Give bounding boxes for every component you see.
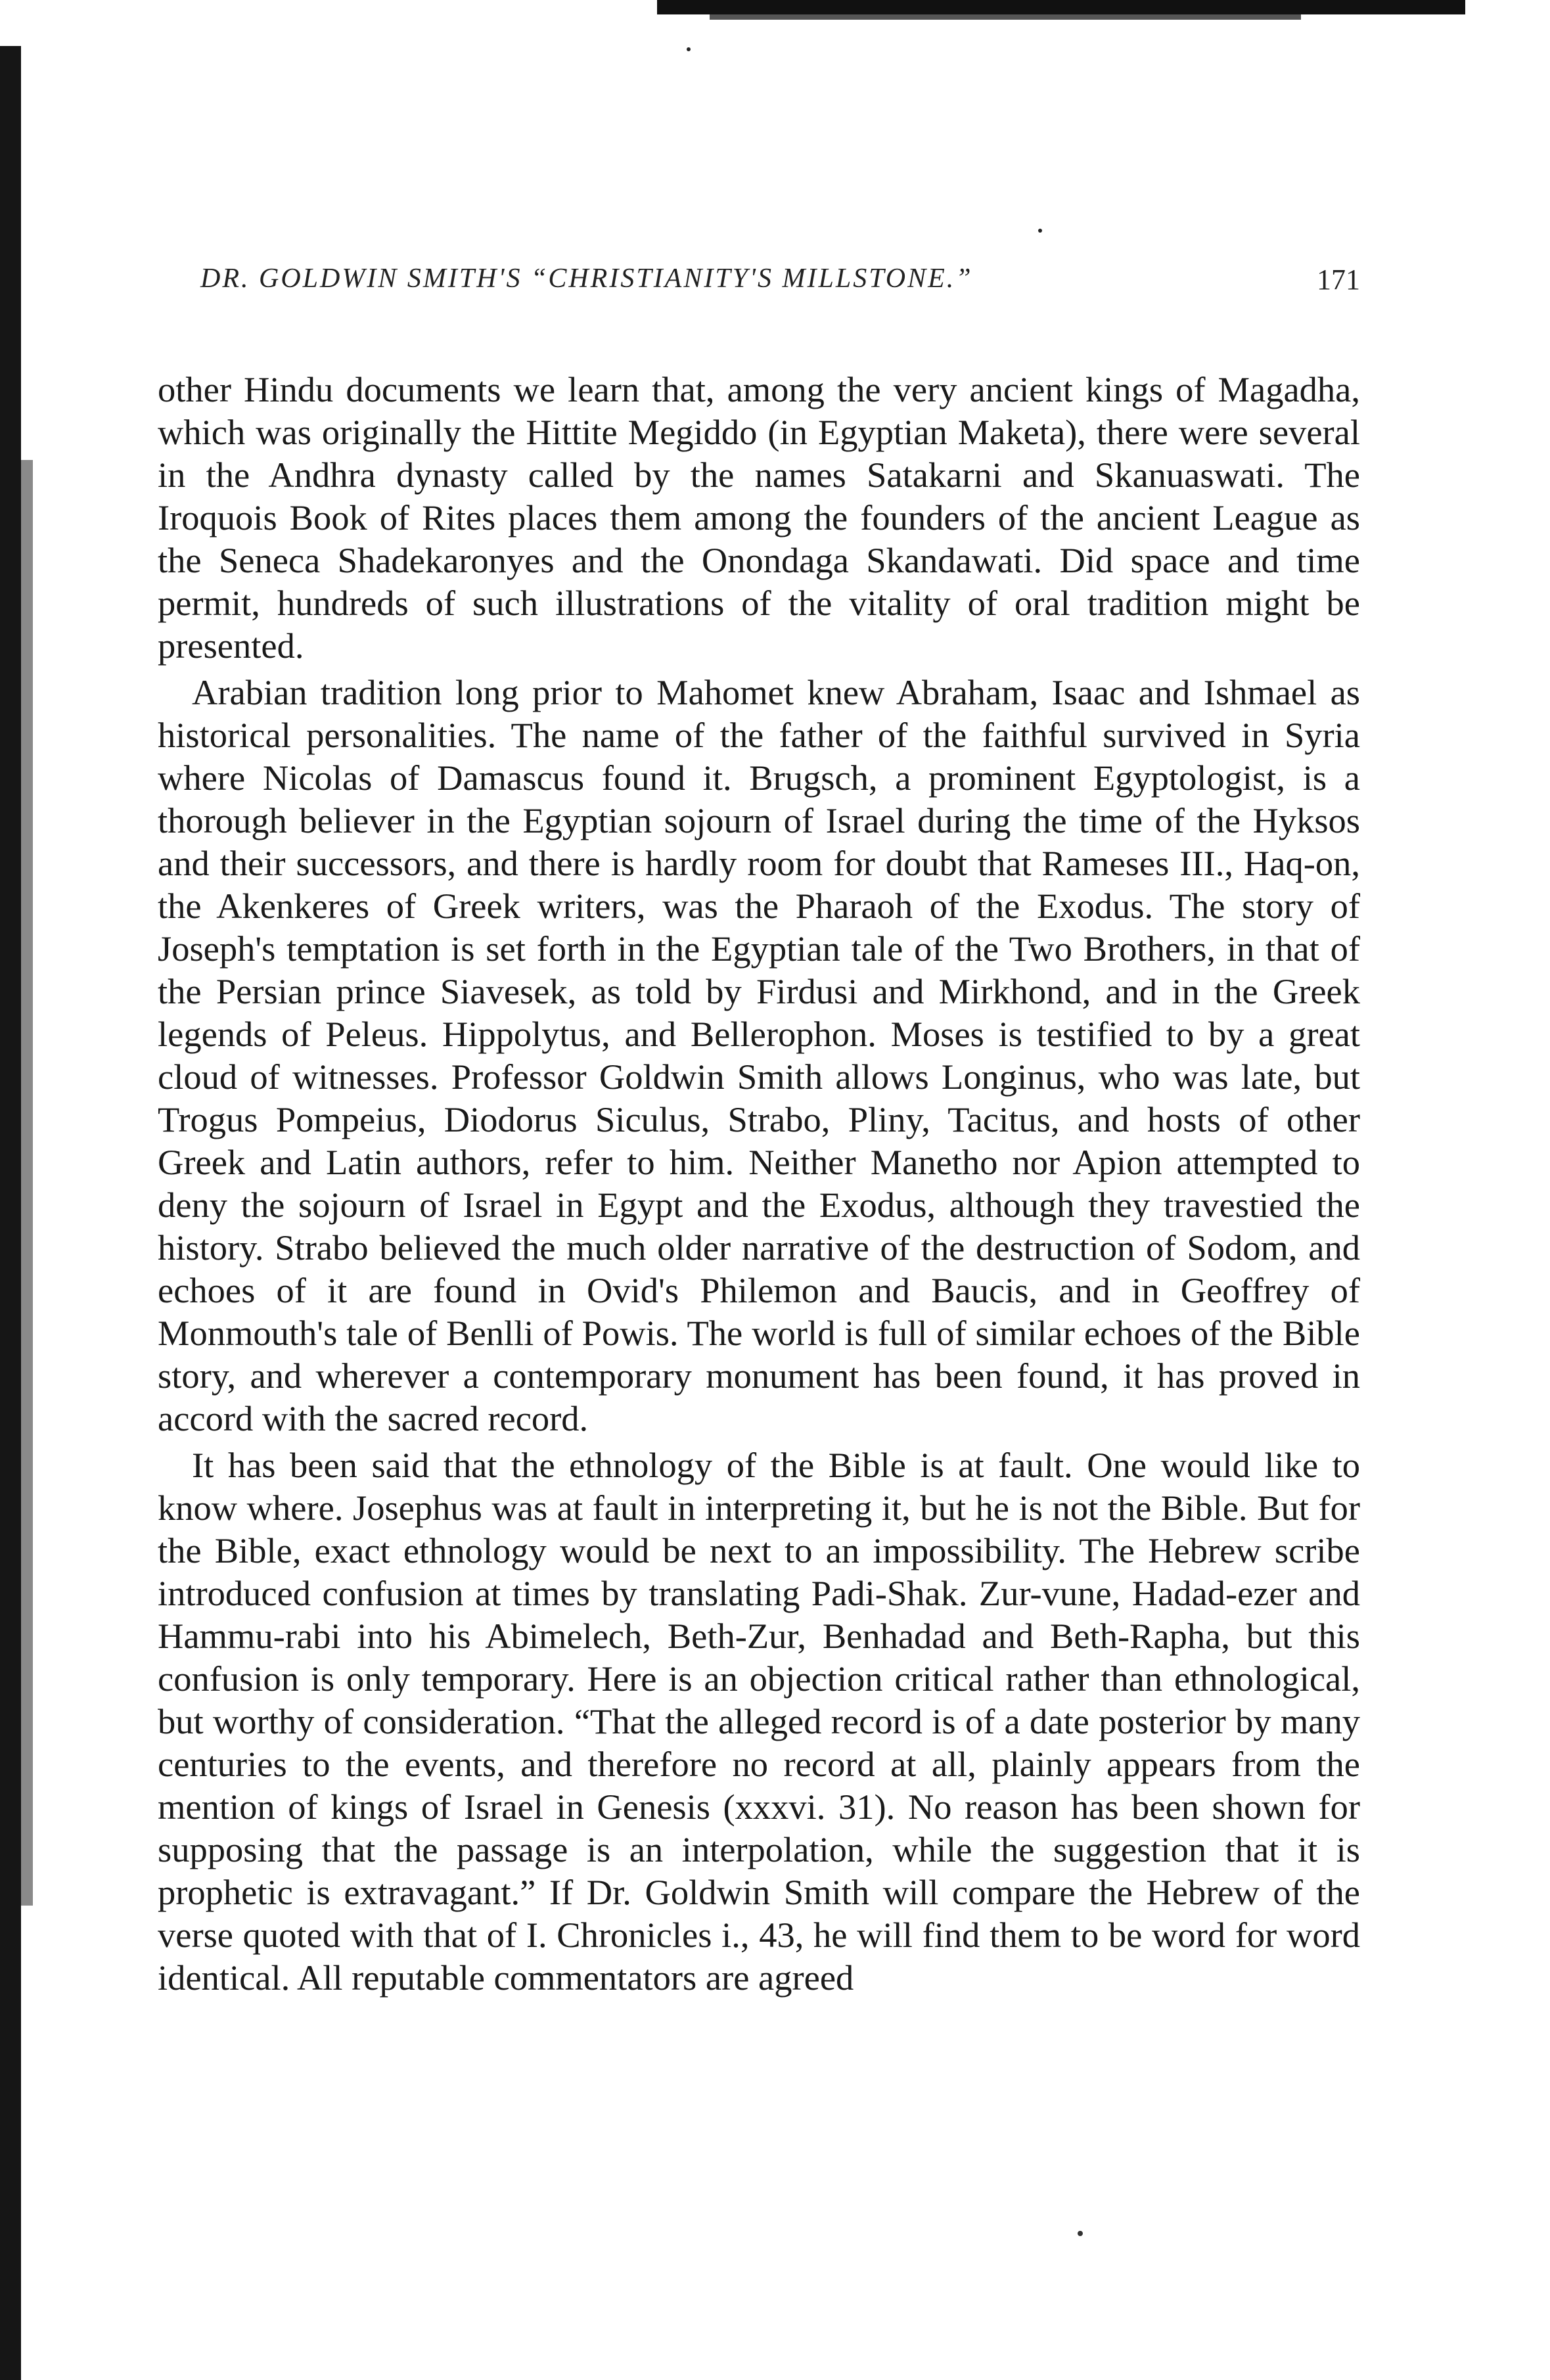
paragraph: It has been said that the ethnology of the Bible is at fault. One would like to know where. Josephus was at fault in interpreting it, but he is not the Bible. But for the Bible, exact ethnology would be next to an impossibility. The Hebrew scribe introduced confusion at times by translating Padi-Shak. Zur-vune, Hadad-ezer and Hammu-rabi into his Abimelech, Beth-Zur, Benhadad and Beth-Rapha, but this confusion is only temporary. Here is an objection critical rather than ethnological, but worthy of consideration. “That the alleged record is of a date posterior by many centuries to the events, and therefore no record at all, plainly appears from the mention of kings of Israel in Genesis (xxxvi. 31). No reason has been shown for supposing that the passage is an interpolation, while the suggestion that it is prophetic is extravagant.” If Dr. Goldwin Smith will compare the Hebrew of the verse quoted with that of I. Chronicles i., 43, he will find them to be word for word identical. All reputable commentators are agreed — [158, 1445, 1360, 1998]
scan-border-top-shadow — [710, 14, 1301, 20]
paragraph: Arabian tradition long prior to Mahomet knew Abraham, Isaac and Ishmael as historical personalities. The name of the father of the faithful survived in Syria where Nicolas of Damascus found it. Brugsch, a prominent Egyptologist, is a thorough believer in the Egyptian sojourn of Israel during the time of the Hyksos and their successors, and there is hardly room for doubt that Rameses III., Haq-on, the Akenkeres of Greek writers, was the Pharaoh of the Exodus. The story of Joseph's temptation is set forth in the Egyptian tale of the Two Brothers, in that of the Persian prince Siavesek, as told by Firdusi and Mirkhond, and in the Greek legends of Peleus. Hippolytus, and Bellerophon. Moses is testified to by a great cloud of witnesses. Professor Goldwin Smith allows Longinus, who was late, but Trogus Pompeius, Diodorus Siculus, Strabo, Pliny, Tacitus, and hosts of other Greek and Latin authors, refer to him. Neither Manetho nor Apion attempted to deny the sojourn of Israel in Egypt and the Exodus, although they travestied the history. Strabo believed the much older narrative of the destruction of Sodom, and echoes of it are found in Ovid's Philemon and Baucis, and in Geoffrey of Monmouth's tale of Benlli of Powis. The world is full of similar echoes of the Bible story, and wherever a contemporary monument has been found, it has proved in accord with the sacred record. — [158, 672, 1360, 1438]
running-title: DR. GOLDWIN SMITH'S “CHRISTIANITY'S MILLSTONE.” — [200, 263, 973, 294]
scan-border-left — [0, 46, 21, 2380]
body-text — [158, 368, 1360, 1999]
scan-border-left-shadow — [21, 460, 33, 1906]
scan-speck — [687, 47, 691, 51]
document-page — [158, 263, 1360, 1999]
scan-border-top — [657, 0, 1465, 14]
scan-speck — [1078, 2231, 1083, 2236]
paragraph: other Hindu documents we learn that, among the very ancient kings of Magadha, which was originally the Hittite Megiddo (in Egyptian Maketa), there were several in the Andhra dynasty called by the names Satakarni and Skanuaswati. The Iroquois Book of Rites places them among the founders of the ancient League as the Seneca Shadekaronyes and the Onondaga Skandawati. Did space and time permit, hundreds of such illustrations of the vitality of oral tradition might be presented. — [158, 369, 1360, 666]
running-header — [158, 263, 1360, 309]
scan-speck — [1038, 229, 1042, 233]
page-number: 171 — [1317, 263, 1360, 296]
